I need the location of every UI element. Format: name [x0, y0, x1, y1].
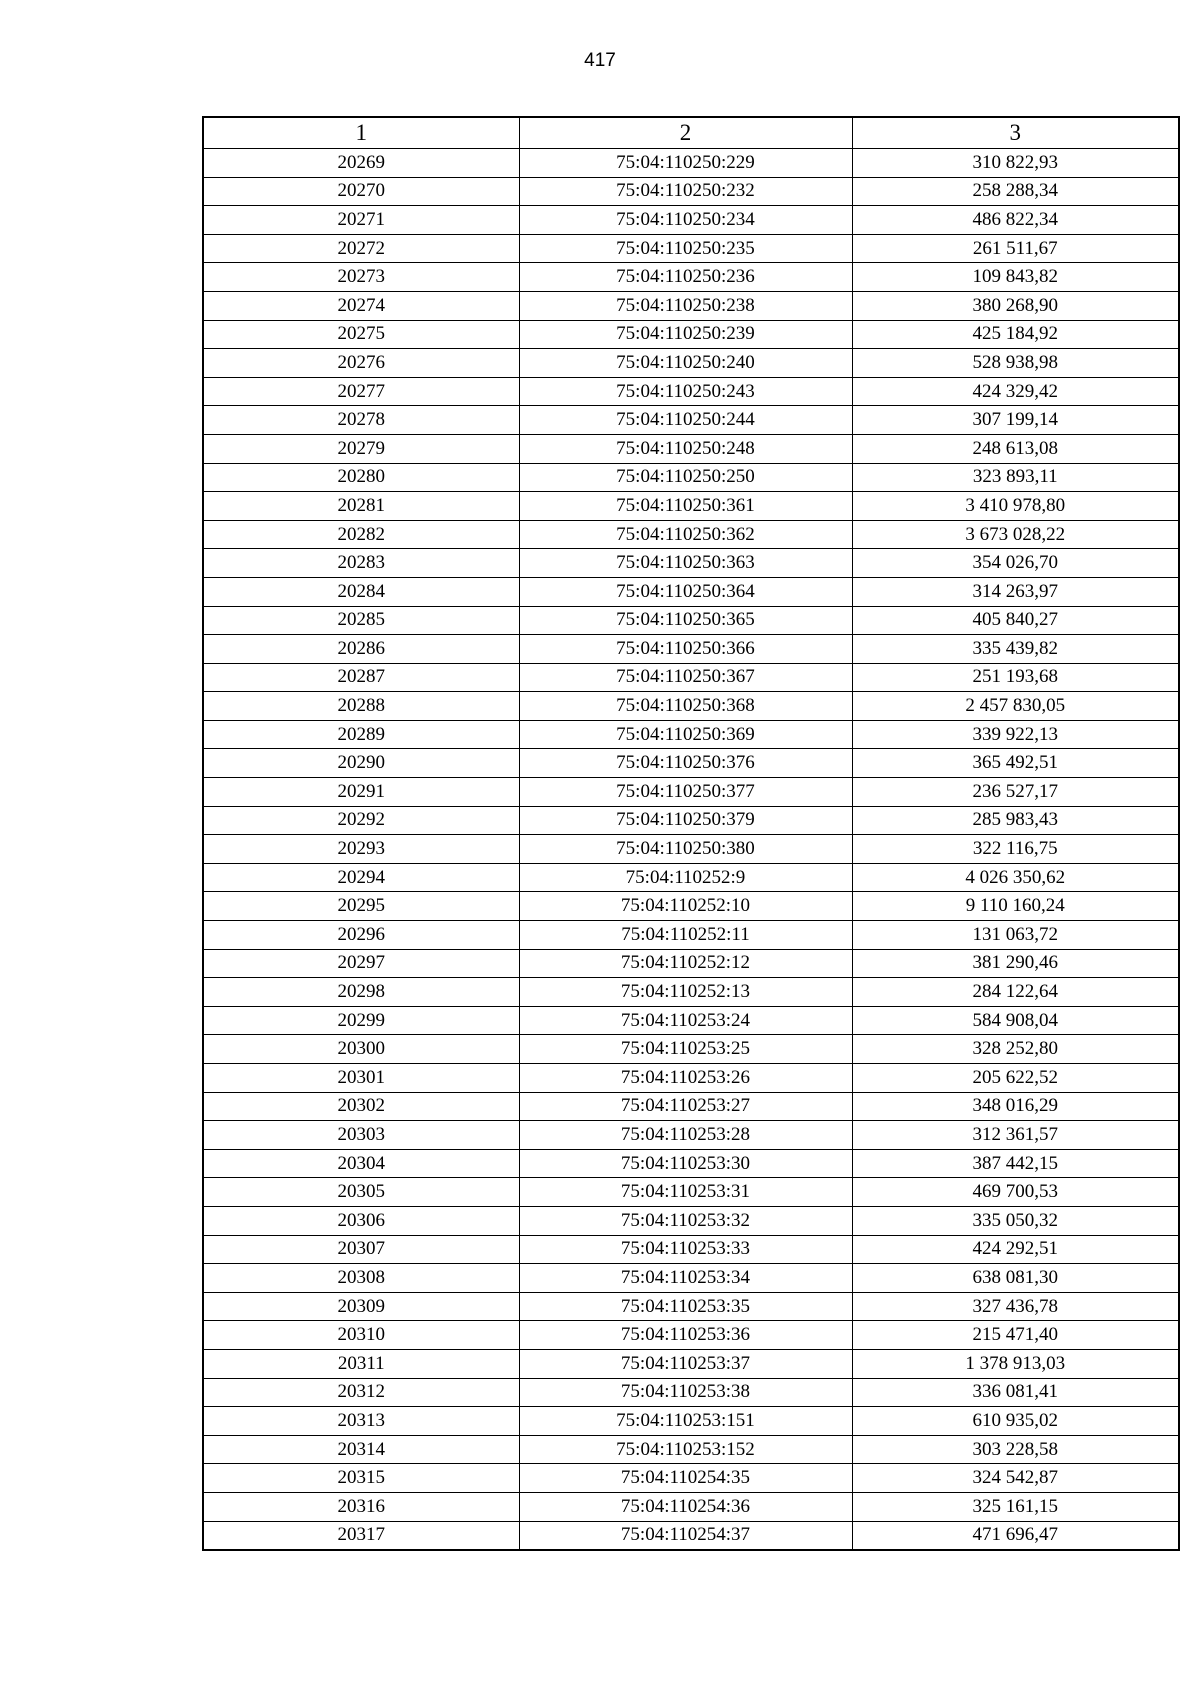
- cadastral-number-cell: 75:04:110250:362: [519, 520, 852, 549]
- row-number-cell: 20285: [203, 606, 519, 635]
- table-row: [203, 149, 1179, 178]
- table-row: [203, 1407, 1179, 1436]
- row-number-cell: 20315: [203, 1464, 519, 1493]
- row-number-cell: 20299: [203, 1006, 519, 1035]
- row-number-cell: 20295: [203, 892, 519, 921]
- column-header-2: 2: [519, 117, 852, 149]
- value-cell: 387 442,15: [852, 1149, 1179, 1178]
- value-cell: 3 410 978,80: [852, 492, 1179, 521]
- table-row: [203, 749, 1179, 778]
- value-cell: 131 063,72: [852, 921, 1179, 950]
- value-cell: 405 840,27: [852, 606, 1179, 635]
- cadastral-number-cell: 75:04:110253:24: [519, 1006, 852, 1035]
- table-row: [203, 863, 1179, 892]
- row-number-cell: 20283: [203, 549, 519, 578]
- row-number-cell: 20305: [203, 1178, 519, 1207]
- table-row: [203, 806, 1179, 835]
- row-number-cell: 20308: [203, 1264, 519, 1293]
- value-cell: 354 026,70: [852, 549, 1179, 578]
- cadastral-number-cell: 75:04:110253:25: [519, 1035, 852, 1064]
- value-cell: 471 696,47: [852, 1521, 1179, 1550]
- value-cell: 215 471,40: [852, 1321, 1179, 1350]
- row-number-cell: 20276: [203, 349, 519, 378]
- table-row: [203, 349, 1179, 378]
- cadastral-number-cell: 75:04:110250:361: [519, 492, 852, 521]
- row-number-cell: 20281: [203, 492, 519, 521]
- value-cell: 486 822,34: [852, 206, 1179, 235]
- value-cell: 328 252,80: [852, 1035, 1179, 1064]
- cadastral-number-cell: 75:04:110252:12: [519, 949, 852, 978]
- row-number-cell: 20309: [203, 1292, 519, 1321]
- value-cell: 424 329,42: [852, 377, 1179, 406]
- cadastral-number-cell: 75:04:110253:151: [519, 1407, 852, 1436]
- value-cell: 312 361,57: [852, 1121, 1179, 1150]
- row-number-cell: 20270: [203, 177, 519, 206]
- cadastral-number-cell: 75:04:110253:38: [519, 1378, 852, 1407]
- table-row: [203, 663, 1179, 692]
- row-number-cell: 20293: [203, 835, 519, 864]
- value-cell: 324 542,87: [852, 1464, 1179, 1493]
- cadastral-number-cell: 75:04:110250:243: [519, 377, 852, 406]
- cadastral-number-cell: 75:04:110253:27: [519, 1092, 852, 1121]
- cadastral-number-cell: 75:04:110253:26: [519, 1064, 852, 1093]
- value-cell: 469 700,53: [852, 1178, 1179, 1207]
- row-number-cell: 20274: [203, 291, 519, 320]
- cadastral-number-cell: 75:04:110250:240: [519, 349, 852, 378]
- row-number-cell: 20311: [203, 1349, 519, 1378]
- column-header-1: 1: [203, 117, 519, 149]
- row-number-cell: 20292: [203, 806, 519, 835]
- row-number-cell: 20280: [203, 463, 519, 492]
- value-cell: 584 908,04: [852, 1006, 1179, 1035]
- row-number-cell: 20290: [203, 749, 519, 778]
- value-cell: 258 288,34: [852, 177, 1179, 206]
- value-cell: 325 161,15: [852, 1492, 1179, 1521]
- table-row: [203, 1464, 1179, 1493]
- table-row: [203, 291, 1179, 320]
- row-number-cell: 20316: [203, 1492, 519, 1521]
- cadastral-number-cell: 75:04:110250:369: [519, 720, 852, 749]
- table-row: [203, 1349, 1179, 1378]
- value-cell: 303 228,58: [852, 1435, 1179, 1464]
- value-cell: 425 184,92: [852, 320, 1179, 349]
- value-cell: 365 492,51: [852, 749, 1179, 778]
- cadastral-number-cell: 75:04:110250:363: [519, 549, 852, 578]
- cadastral-number-cell: 75:04:110253:33: [519, 1235, 852, 1264]
- row-number-cell: 20286: [203, 635, 519, 664]
- cadastral-number-cell: 75:04:110250:364: [519, 577, 852, 606]
- table-header: [203, 117, 1179, 149]
- row-number-cell: 20307: [203, 1235, 519, 1264]
- table-row: [203, 320, 1179, 349]
- table-row: [203, 1121, 1179, 1150]
- table-row: [203, 1492, 1179, 1521]
- row-number-cell: 20269: [203, 149, 519, 178]
- table-row: [203, 1035, 1179, 1064]
- table-row: [203, 978, 1179, 1007]
- table-row: [203, 1292, 1179, 1321]
- table-row: [203, 1149, 1179, 1178]
- table-row: [203, 692, 1179, 721]
- row-number-cell: 20300: [203, 1035, 519, 1064]
- value-cell: 236 527,17: [852, 778, 1179, 807]
- row-number-cell: 20306: [203, 1206, 519, 1235]
- table-row: [203, 892, 1179, 921]
- column-header-3: 3: [852, 117, 1179, 149]
- row-number-cell: 20273: [203, 263, 519, 292]
- table-row: [203, 835, 1179, 864]
- value-cell: 336 081,41: [852, 1378, 1179, 1407]
- table-row: [203, 234, 1179, 263]
- cadastral-number-cell: 75:04:110252:10: [519, 892, 852, 921]
- cadastral-number-cell: 75:04:110250:234: [519, 206, 852, 235]
- value-cell: 1 378 913,03: [852, 1349, 1179, 1378]
- cadastral-number-cell: 75:04:110253:30: [519, 1149, 852, 1178]
- cadastral-number-cell: 75:04:110250:368: [519, 692, 852, 721]
- table-row: [203, 921, 1179, 950]
- table-row: [203, 1178, 1179, 1207]
- table-row: [203, 1435, 1179, 1464]
- value-cell: 638 081,30: [852, 1264, 1179, 1293]
- value-cell: 285 983,43: [852, 806, 1179, 835]
- value-cell: 314 263,97: [852, 577, 1179, 606]
- row-number-cell: 20313: [203, 1407, 519, 1436]
- value-cell: 109 843,82: [852, 263, 1179, 292]
- cadastral-number-cell: 75:04:110252:9: [519, 863, 852, 892]
- cadastral-number-cell: 75:04:110250:235: [519, 234, 852, 263]
- cadastral-number-cell: 75:04:110253:36: [519, 1321, 852, 1350]
- table-row: [203, 720, 1179, 749]
- cadastral-number-cell: 75:04:110250:376: [519, 749, 852, 778]
- cadastral-number-cell: 75:04:110250:236: [519, 263, 852, 292]
- row-number-cell: 20294: [203, 863, 519, 892]
- cadastral-number-cell: 75:04:110253:34: [519, 1264, 852, 1293]
- table-row: [203, 1235, 1179, 1264]
- table-row: [203, 263, 1179, 292]
- row-number-cell: 20272: [203, 234, 519, 263]
- table-row: [203, 1378, 1179, 1407]
- page-number: 417: [584, 50, 616, 71]
- table-row: [203, 606, 1179, 635]
- table-row: [203, 778, 1179, 807]
- row-number-cell: 20317: [203, 1521, 519, 1550]
- cadastral-number-cell: 75:04:110250:365: [519, 606, 852, 635]
- value-cell: 335 050,32: [852, 1206, 1179, 1235]
- cadastral-number-cell: 75:04:110253:152: [519, 1435, 852, 1464]
- row-number-cell: 20301: [203, 1064, 519, 1093]
- row-number-cell: 20310: [203, 1321, 519, 1350]
- value-cell: 528 938,98: [852, 349, 1179, 378]
- table-row: [203, 406, 1179, 435]
- row-number-cell: 20312: [203, 1378, 519, 1407]
- value-cell: 610 935,02: [852, 1407, 1179, 1436]
- value-cell: 205 622,52: [852, 1064, 1179, 1093]
- value-cell: 327 436,78: [852, 1292, 1179, 1321]
- table-row: [203, 1064, 1179, 1093]
- row-number-cell: 20279: [203, 434, 519, 463]
- cadastral-number-cell: 75:04:110250:232: [519, 177, 852, 206]
- row-number-cell: 20296: [203, 921, 519, 950]
- row-number-cell: 20303: [203, 1121, 519, 1150]
- table-row: [203, 949, 1179, 978]
- cadastral-number-cell: 75:04:110250:379: [519, 806, 852, 835]
- cadastral-number-cell: 75:04:110250:380: [519, 835, 852, 864]
- row-number-cell: 20282: [203, 520, 519, 549]
- value-cell: 339 922,13: [852, 720, 1179, 749]
- cadastral-number-cell: 75:04:110253:32: [519, 1206, 852, 1235]
- cadastral-number-cell: 75:04:110250:366: [519, 635, 852, 664]
- cadastral-number-cell: 75:04:110250:367: [519, 663, 852, 692]
- row-number-cell: 20297: [203, 949, 519, 978]
- value-cell: 322 116,75: [852, 835, 1179, 864]
- row-number-cell: 20287: [203, 663, 519, 692]
- value-cell: 335 439,82: [852, 635, 1179, 664]
- value-cell: 310 822,93: [852, 149, 1179, 178]
- row-number-cell: 20314: [203, 1435, 519, 1464]
- cadastral-number-cell: 75:04:110253:35: [519, 1292, 852, 1321]
- row-number-cell: 20284: [203, 577, 519, 606]
- value-cell: 348 016,29: [852, 1092, 1179, 1121]
- table-row: [203, 1006, 1179, 1035]
- value-cell: 248 613,08: [852, 434, 1179, 463]
- row-number-cell: 20275: [203, 320, 519, 349]
- table-row: [203, 635, 1179, 664]
- row-number-cell: 20302: [203, 1092, 519, 1121]
- value-cell: 251 193,68: [852, 663, 1179, 692]
- cadastral-number-cell: 75:04:110250:248: [519, 434, 852, 463]
- table-row: [203, 492, 1179, 521]
- value-cell: 2 457 830,05: [852, 692, 1179, 721]
- table-row: [203, 177, 1179, 206]
- cadastral-number-cell: 75:04:110250:244: [519, 406, 852, 435]
- value-cell: 323 893,11: [852, 463, 1179, 492]
- cadastral-number-cell: 75:04:110254:36: [519, 1492, 852, 1521]
- value-cell: 424 292,51: [852, 1235, 1179, 1264]
- value-cell: 381 290,46: [852, 949, 1179, 978]
- data-table: [202, 116, 1180, 1551]
- cadastral-number-cell: 75:04:110252:11: [519, 921, 852, 950]
- row-number-cell: 20288: [203, 692, 519, 721]
- table-row: [203, 1521, 1179, 1550]
- table-row: [203, 377, 1179, 406]
- table-row: [203, 549, 1179, 578]
- cadastral-number-cell: 75:04:110253:31: [519, 1178, 852, 1207]
- table-body: [203, 149, 1179, 1551]
- value-cell: 380 268,90: [852, 291, 1179, 320]
- header-row: [203, 117, 1179, 149]
- row-number-cell: 20298: [203, 978, 519, 1007]
- cadastral-number-cell: 75:04:110252:13: [519, 978, 852, 1007]
- table-row: [203, 577, 1179, 606]
- table-row: [203, 520, 1179, 549]
- value-cell: 3 673 028,22: [852, 520, 1179, 549]
- value-cell: 261 511,67: [852, 234, 1179, 263]
- cadastral-number-cell: 75:04:110253:37: [519, 1349, 852, 1378]
- cadastral-number-cell: 75:04:110250:377: [519, 778, 852, 807]
- table-row: [203, 206, 1179, 235]
- table-row: [203, 1321, 1179, 1350]
- cadastral-number-cell: 75:04:110250:250: [519, 463, 852, 492]
- table-row: [203, 434, 1179, 463]
- cadastral-number-cell: 75:04:110254:35: [519, 1464, 852, 1493]
- row-number-cell: 20289: [203, 720, 519, 749]
- value-cell: 307 199,14: [852, 406, 1179, 435]
- cadastral-number-cell: 75:04:110254:37: [519, 1521, 852, 1550]
- cadastral-number-cell: 75:04:110250:239: [519, 320, 852, 349]
- row-number-cell: 20278: [203, 406, 519, 435]
- row-number-cell: 20304: [203, 1149, 519, 1178]
- table-row: [203, 463, 1179, 492]
- table-row: [203, 1264, 1179, 1293]
- cadastral-number-cell: 75:04:110253:28: [519, 1121, 852, 1150]
- table-row: [203, 1092, 1179, 1121]
- table-row: [203, 1206, 1179, 1235]
- value-cell: 9 110 160,24: [852, 892, 1179, 921]
- value-cell: 284 122,64: [852, 978, 1179, 1007]
- cadastral-number-cell: 75:04:110250:229: [519, 149, 852, 178]
- cadastral-number-cell: 75:04:110250:238: [519, 291, 852, 320]
- value-cell: 4 026 350,62: [852, 863, 1179, 892]
- row-number-cell: 20271: [203, 206, 519, 235]
- row-number-cell: 20277: [203, 377, 519, 406]
- row-number-cell: 20291: [203, 778, 519, 807]
